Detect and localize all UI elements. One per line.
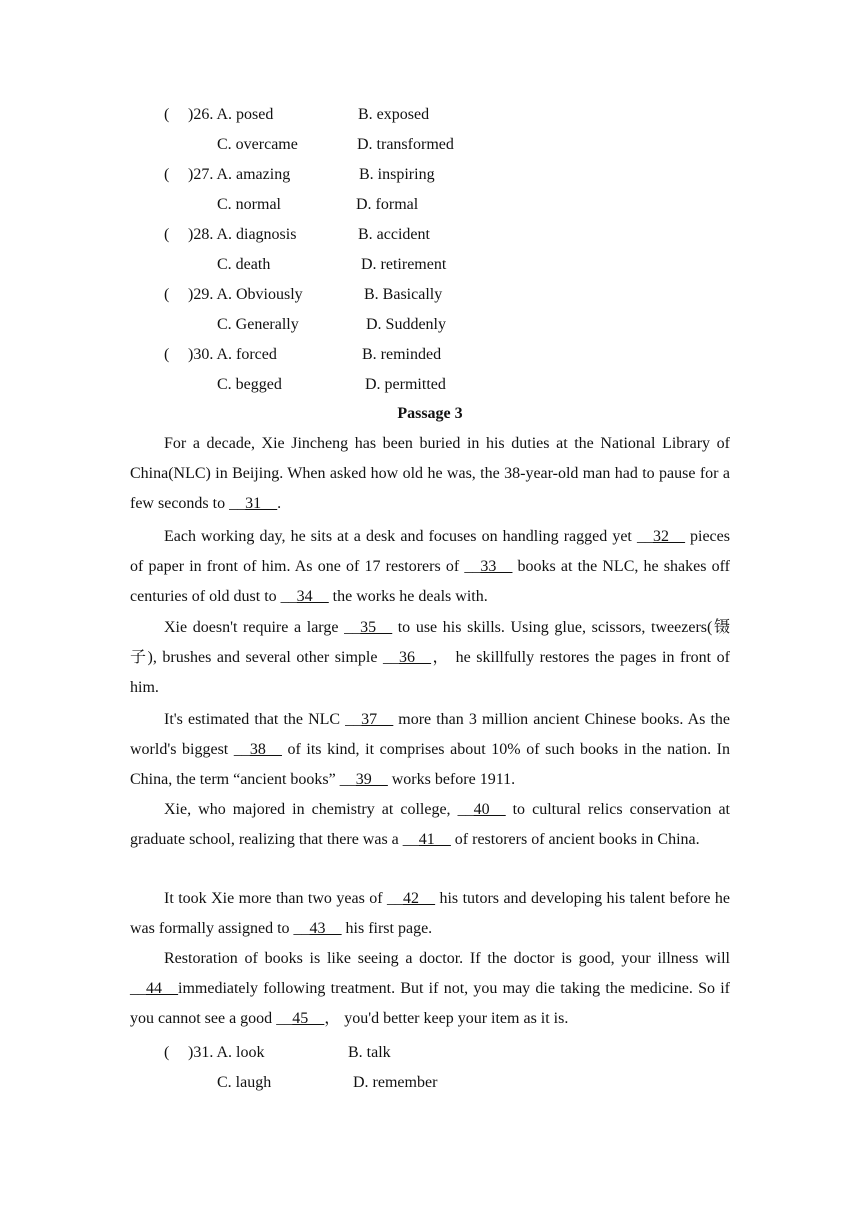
text: Xie, who majored in chemistry at college, [164, 801, 458, 818]
option-a: )31. A. look [188, 1044, 265, 1061]
text: It's estimated that the NLC [164, 711, 346, 728]
text: to use his skills. Using glue, scissors, tweezers(镊子), brushes and several other simple [130, 619, 730, 666]
text: It took Xie more than two yeas of [164, 890, 388, 907]
text: of restorers of ancient books in China. [450, 831, 700, 848]
question-30 [164, 345, 277, 365]
option-c: C. death [217, 256, 271, 273]
paragraph-2 [130, 522, 730, 612]
text: of its kind, it comprises about 10% of such books in the nation. In China, the term “ancient books” [130, 741, 730, 788]
text: ， he skillfully restores the pages in front of him. [130, 649, 730, 696]
blank-43: __43__ [293, 920, 342, 937]
question-29 [164, 285, 303, 305]
text: his tutors and developing his talent before he was formally assigned to [130, 890, 731, 937]
text: ， you'd better keep your item as it is. [324, 1010, 569, 1027]
blank-40: __40__ [457, 801, 506, 818]
paragraph-6 [130, 884, 730, 944]
blank-32: __32__ [636, 528, 685, 545]
question-28 [164, 225, 296, 245]
answer-paren: ( [164, 106, 170, 123]
blank-34: __34__ [280, 588, 329, 605]
option-b: B. exposed [358, 106, 430, 123]
option-b: B. inspiring [359, 166, 435, 183]
text: to cultural relics conservation at graduate school, realizing that there was a [130, 801, 730, 848]
text: the works he deals with. [328, 588, 488, 605]
blank-41: __41__ [402, 831, 451, 848]
option-d: D. formal [356, 196, 419, 213]
text: works before 1911. [387, 771, 516, 788]
option-c: C. begged [217, 376, 282, 393]
paragraph-4 [130, 705, 730, 795]
option-d: D. remember [353, 1074, 438, 1091]
option-a: )28. A. diagnosis [188, 226, 297, 243]
text: his first page. [341, 920, 433, 937]
option-d: D. transformed [357, 136, 454, 153]
answer-paren: ( [164, 346, 170, 363]
option-b: B. reminded [362, 346, 442, 363]
question-27 [164, 165, 290, 185]
option-b: B. Basically [364, 286, 443, 303]
answer-paren: ( [164, 286, 170, 303]
option-b: B. talk [348, 1044, 391, 1061]
answer-paren: ( [164, 166, 170, 183]
option-a: )29. A. Obviously [188, 286, 303, 303]
answer-paren: ( [164, 226, 170, 243]
text: For a decade, Xie Jincheng has been buried in his duties at the National Library of China(NLC) in Beijing. When asked how old he was, the 38-year-old man had to pause for a few seconds to [130, 435, 730, 512]
text: immediately following treatment. But if not, you may die taking the medicine. So if you cannot see a good [130, 980, 730, 1027]
option-c: C. laugh [217, 1074, 272, 1091]
text: pieces of paper in front of him. As one of 17 restorers of [130, 528, 730, 575]
paragraph-5 [130, 795, 730, 855]
text: . [277, 495, 282, 512]
answer-paren: ( [164, 1044, 170, 1061]
blank-39: __39__ [339, 771, 388, 788]
blank-44: __44__ [130, 980, 178, 997]
text: Xie doesn't require a large [164, 619, 345, 636]
question-26 [164, 105, 273, 125]
text: books at the NLC, he shakes off centuries of old dust to [130, 558, 730, 605]
paragraph-3 [130, 613, 730, 703]
option-c: C. Generally [217, 316, 299, 333]
blank-31: __31__ [229, 495, 278, 512]
paragraph-7 [130, 944, 730, 1034]
option-d: D. permitted [365, 376, 446, 393]
option-b: B. accident [358, 226, 430, 243]
option-c: C. overcame [217, 136, 298, 153]
blank-45: __45__ [276, 1010, 325, 1027]
option-a: )30. A. forced [188, 346, 277, 363]
option-a: )26. A. posed [188, 106, 274, 123]
text: more than 3 million ancient Chinese books. As the world's biggest [130, 711, 731, 758]
blank-33: __33__ [464, 558, 513, 575]
text: Restoration of books is like seeing a doctor. If the doctor is good, your illness will [164, 950, 730, 967]
text: Each working day, he sits at a desk and focuses on handling ragged yet [164, 528, 637, 545]
blank-37: __37__ [345, 711, 394, 728]
blank-38: __38__ [233, 741, 282, 758]
option-d: D. retirement [361, 256, 447, 273]
blank-36: __36__ [383, 649, 431, 666]
question-31 [164, 1043, 264, 1063]
option-a: )27. A. amazing [188, 166, 291, 183]
option-d: D. Suddenly [366, 316, 446, 333]
paragraph-1 [130, 429, 730, 519]
option-c: C. normal [217, 196, 281, 213]
passage-title: Passage 3 [397, 405, 463, 422]
blank-35: __35__ [344, 619, 393, 636]
blank-42: __42__ [387, 890, 436, 907]
